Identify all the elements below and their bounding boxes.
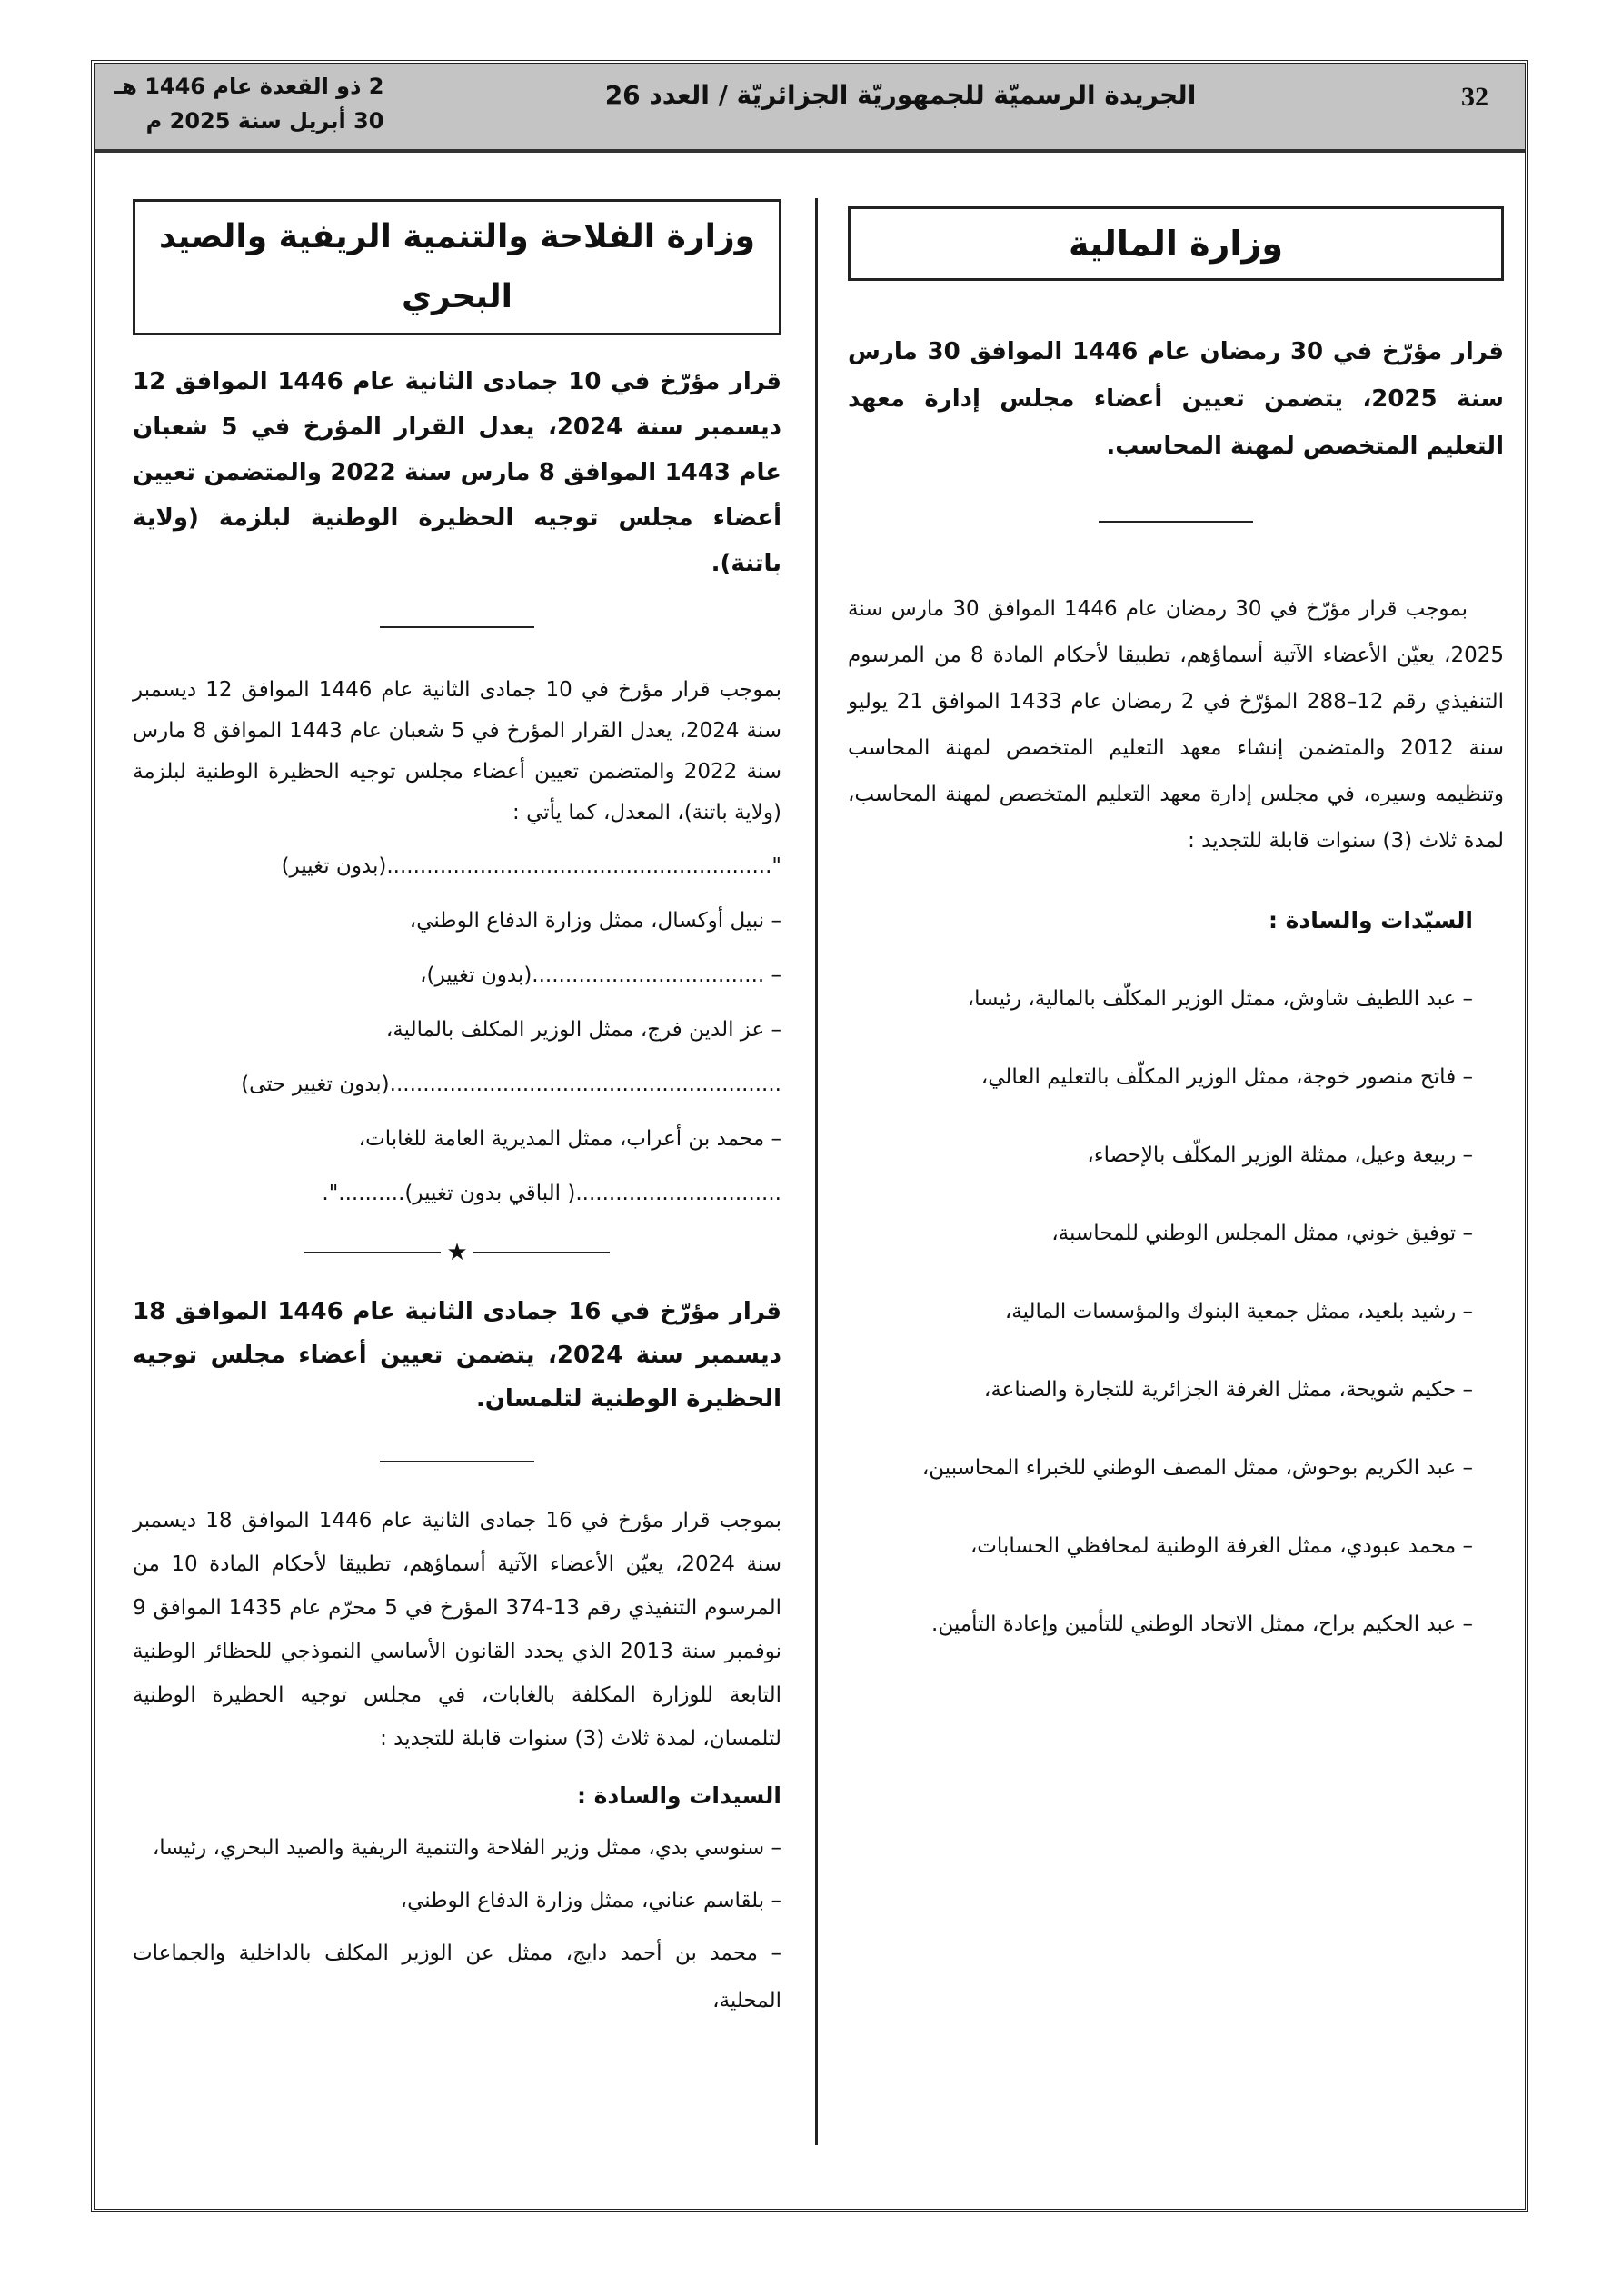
date-gregorian: 30 أبريل سنة 2025 م	[145, 108, 384, 134]
list-item: – محمد عبودي، ممثل الغرفة الوطنية لمحافظي الحسابات،	[970, 1534, 1473, 1558]
list-item: – محمد بن أعراب، ممثل المديرية العامة للغابات،	[358, 1127, 781, 1151]
divider-rule	[380, 626, 534, 628]
issue-date	[114, 69, 383, 138]
decision-title: قرار مؤرّخ في 10 جمادى الثانية عام 1446 الموافق 12 ديسمبر سنة 2024، يعدل القرار المؤرخ في 5 شعبان عام 1443 الموافق 8 مارس سنة 2022 والمتضمن تعيين أعضاء مجلس توجيه الحظيرة الوطنية لبلزمة (ولاية باتنة).	[133, 368, 781, 577]
list-item: – رشيد بلعيد، ممثل جمعية البنوك والمؤسسات المالية،	[1004, 1300, 1473, 1323]
decision-title: قرار مؤرّخ في 30 رمضان عام 1446 الموافق 30 مارس سنة 2025، يتضمن تعيين أعضاء مجلس إدارة معهد التعليم المتخصص لمهنة المحاسب.	[848, 338, 1504, 460]
list-item: ...............................( الباقي بدون تغيير)..........".	[322, 1182, 781, 1205]
divider-rule	[380, 1461, 534, 1462]
members-list	[133, 1824, 781, 2024]
list-item: – بلقاسم عناني، ممثل وزارة الدفاع الوطني،	[400, 1889, 781, 1912]
list-item: – سنوسي بدي، ممثل وزير الفلاحة والتنمية الريفية والصيد البحري، رئيسا،	[152, 1836, 781, 1860]
ministry-heading: وزارة المالية	[848, 206, 1504, 281]
decision-body: بموجب قرار مؤرخ في 10 جمادى الثانية عام 1446 الموافق 12 ديسمبر سنة 2024، يعدل القرار المؤرخ في 5 شعبان عام 1443 الموافق 8 مارس سنة 2022 والمتضمن تعيين أعضاء مجلس توجيه الحظيرة الوطنية لبلزمة (ولاية باتنة)، المعدل، كما يأتي :	[133, 678, 781, 824]
separator-line	[473, 1252, 610, 1253]
list-item: – محمد بن أحمد دايج، ممثل عن الوزير المكلف بالداخلية والجماعات المحلية،	[133, 1942, 781, 2012]
star-icon: ★	[446, 1239, 468, 1266]
list-item: – عبد الحكيم براح، ممثل الاتحاد الوطني للتأمين وإعادة التأمين.	[931, 1612, 1473, 1636]
members-heading: السيّدات والسادة :	[1268, 907, 1473, 933]
list-item: – عبد اللطيف شاوش، ممثل الوزير المكلّف بالمالية، رئيسا،	[967, 987, 1473, 1011]
page-header	[95, 64, 1525, 153]
list-item: – عبد الكريم بوحوش، ممثل المصف الوطني للخبراء المحاسبين،	[921, 1456, 1473, 1480]
amendment-lines	[133, 839, 781, 1221]
list-item: – عز الدين فرج، ممثل الوزير المكلف بالمالية،	[385, 1018, 781, 1042]
divider-rule	[1099, 521, 1253, 523]
list-item: ...........................................................(بدون تغيير حتى)	[241, 1073, 781, 1096]
left-column	[133, 199, 781, 2024]
decision-body: بموجب قرار مؤرّخ في 30 رمضان عام 1446 الموافق 30 مارس سنة 2025، يعيّن الأعضاء الآتية أسماؤهم، تطبيقا لأحكام المادة 8 من المرسوم التنفيذي رقم 12–288 المؤرّخ في 2 رمضان عام 1433 الموافق 21 يوليو سنة 2012 والمتضمن إنشاء معهد التعليم المتخصص لمهنة المحاسب وتنظيمه وسيره، في مجلس إدارة معهد التعليم المتخصص لمهنة المحاسب، لمدة ثلاث (3) سنوات قابلة للتجديد :	[848, 597, 1504, 853]
list-item: "..........................................................(بدون تغيير)	[281, 854, 781, 878]
list-item: – ...................................(بدون تغيير)،	[420, 963, 781, 987]
section-separator	[133, 1239, 781, 1266]
decision-body: بموجب قرار مؤرخ في 16 جمادى الثانية عام 1446 الموافق 18 ديسمبر سنة 2024، يعيّن الأعضاء الآتية أسماؤهم، تطبيقا لأحكام المادة 10 من المرسوم التنفيذي رقم 13-374 المؤرخ في 5 محرّم عام 1435 الموافق 9 نوفمبر سنة 2013 الذي يحدد القانون الأساسي النموذجي للحظائر الوطنية التابعة للوزارة المكلفة بالغابات، في مجلس توجيه الحظيرة الوطنية لتلمسان، لمدة ثلاث (3) سنوات قابلة للتجديد :	[133, 1509, 782, 1751]
ministry-heading: وزارة الفلاحة والتنمية الريفية والصيد البحري	[133, 199, 781, 335]
column-divider	[815, 198, 818, 2145]
list-item: – ربيعة وعيل، ممثلة الوزير المكلّف بالإحصاء،	[1087, 1143, 1473, 1167]
date-hijri: 2 ذو القعدة عام 1446 هـ	[114, 74, 384, 99]
list-item: – فاتح منصور خوجة، ممثل الوزير المكلّف بالتعليم العالي،	[980, 1065, 1473, 1089]
list-item: – حكيم شويحة، ممثل الغرفة الجزائرية للتجارة والصناعة،	[983, 1378, 1473, 1402]
separator-line	[304, 1252, 441, 1253]
list-item: – توفيق خوني، ممثل المجلس الوطني للمحاسبة،	[1051, 1222, 1473, 1245]
list-item: – نبيل أوكسال، ممثل وزارة الدفاع الوطني،	[409, 909, 781, 933]
decision-title: قرار مؤرّخ في 16 جمادى الثانية عام 1446 الموافق 18 ديسمبر سنة 2024، يتضمن تعيين أعضاء مجلس توجيه الحظيرة الوطنية لتلمسان.	[133, 1298, 781, 1413]
right-column	[848, 206, 1504, 1648]
gazette-title: الجريدة الرسميّة للجمهوريّة الجزائريّة / العدد 26	[604, 80, 1197, 110]
members-list	[848, 975, 1504, 1648]
page-number: 32	[1461, 82, 1488, 112]
members-heading: السيدات والسادة :	[576, 1782, 781, 1809]
